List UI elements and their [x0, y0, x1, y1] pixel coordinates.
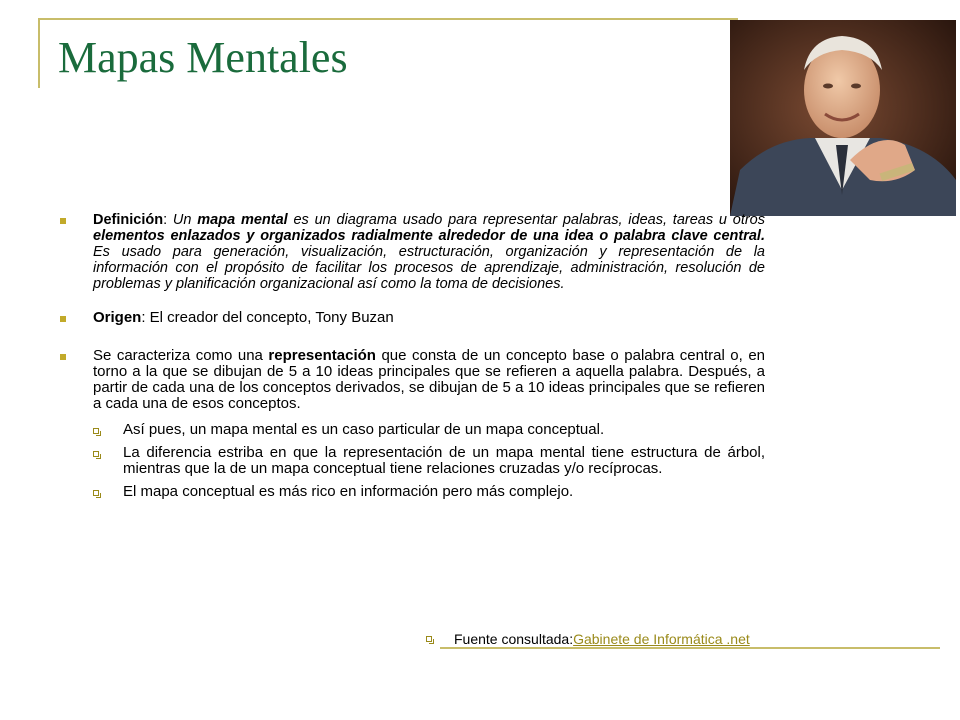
origen-bullet [60, 310, 765, 326]
sub-bullet-item [93, 484, 765, 500]
hollow-square-bullet-icon [93, 490, 99, 496]
sub-bullet-text: Así pues, un mapa mental es un caso particular de un mapa conceptual. [123, 421, 605, 438]
frame-horizontal-line [38, 18, 738, 20]
caracteriza-bold: representación [268, 347, 376, 364]
definicion-text [93, 212, 765, 292]
filled-square-bullet-icon [60, 354, 66, 360]
source-label: Fuente consultada: [454, 631, 574, 647]
origen-text [93, 310, 765, 326]
sub-bullet-item [93, 422, 765, 438]
definicion-bold-1: mapa mental [197, 212, 288, 228]
portrait-photo [730, 20, 956, 216]
definicion-bold-2: elementos enlazados y organizados radialmente alrededor de una idea o palabra clave central. [93, 228, 765, 244]
definicion-part-3: Es usado para generación, visualización, estructuración, organización y representación de la información con el propósito de facilitar los procesos de aprendizaje, administración, resolución de problemas y planificación organizacional así como la toma de decisiones. [93, 244, 765, 292]
sub-bullet-text: El mapa conceptual es más rico en información pero más complejo. [123, 483, 574, 500]
filled-square-bullet-icon [60, 218, 66, 224]
source-citation [426, 631, 750, 647]
caracteriza-bullet [60, 348, 765, 412]
footer-divider-line [440, 647, 940, 649]
caracteriza-part-1: Se caracteriza como una [93, 347, 269, 364]
definicion-part-2: es un diagrama usado para representar palabras, ideas, tareas u otros [287, 212, 765, 228]
frame-vertical-line [38, 18, 40, 88]
filled-square-bullet-icon [60, 316, 66, 322]
caracteriza-text [93, 348, 765, 412]
hollow-square-bullet-icon [93, 428, 99, 434]
sub-bullet-text: La diferencia estriba en que la representación de un mapa mental tiene estructura de árbol, mientras que la de un mapa conceptual tiene relaciones cruzadas y/o recíprocas. [123, 444, 765, 477]
slide-title: Mapas Mentales [58, 33, 348, 82]
origen-label: Origen [93, 309, 142, 326]
portrait-illustration [730, 20, 956, 216]
caracteriza-part-2: que consta de un concepto base o palabra central o, en torno a la que se dibujan de 5 a 10 ideas principales que se refieren a aquella palabra. Después, a partir de cada una de los conceptos derivados, se dibujan de 5 a 10 ideas principales que se refieren a cada una de esos conceptos. [93, 347, 765, 412]
source-link[interactable]: Gabinete de Informática .net [573, 631, 750, 647]
definicion-bullet [60, 212, 765, 292]
hollow-square-bullet-icon [426, 636, 432, 642]
slide-content [60, 212, 765, 500]
definicion-part-1: Un [172, 212, 198, 228]
definicion-colon: : [163, 212, 173, 228]
sub-bullet-item [93, 445, 765, 477]
hollow-square-bullet-icon [93, 451, 99, 457]
origen-value: : El creador del concepto, Tony Buzan [141, 309, 394, 326]
definicion-label: Definición [93, 212, 164, 228]
